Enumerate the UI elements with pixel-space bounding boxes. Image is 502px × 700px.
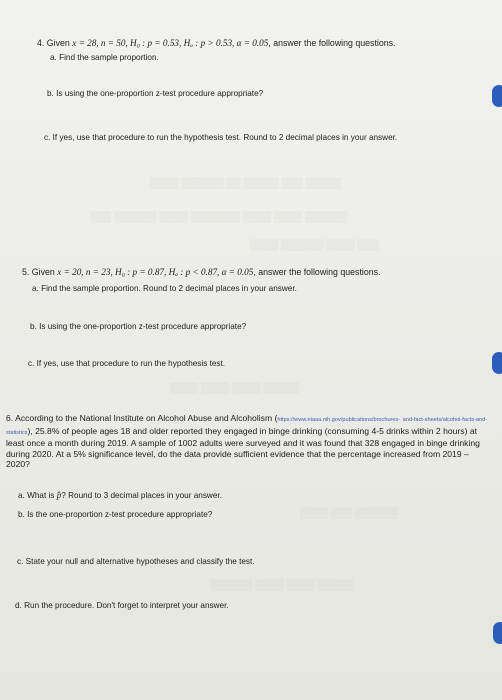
given-values: x = 28, n = 50, H₀ : p = 0.53, Hₐ : p > 0.53, α = 0.05 [72, 38, 269, 48]
question-5b: b. Is using the one-proportion z-test procedure appropriate? [30, 322, 247, 331]
question-6a-suffix: ? Round to 3 decimal places in your answer. [61, 491, 222, 500]
question-6a [18, 490, 222, 501]
given-label: Given [46, 38, 70, 48]
question-number: 5. [22, 267, 30, 277]
source-link-part-2[interactable]: and-fact-sheets/alcohol-facts-and-statistics [6, 417, 488, 436]
question-6-prompt [6, 413, 492, 470]
given-values: x = 20, n = 23, H₀ : p = 0.87, Hₐ : p < 0.87, α = 0.05 [57, 267, 254, 277]
given-instruction: , answer the following questions. [268, 38, 396, 48]
bleed-through-text: ▒▒▒▒ ▒▒▒▒▒▒ ▒▒▒▒ ▒▒▒ [250, 240, 379, 251]
question-5c: c. If yes, use that procedure to run the hypothesis test. [28, 359, 226, 368]
question-4c: c. If yes, use that procedure to run the hypothesis test. Round to 2 decimal places in your answer. [44, 133, 398, 142]
bleed-through-text: ▒▒▒ ▒▒▒▒▒▒ ▒▒▒▒ ▒▒▒▒▒▒▒ ▒▒▒▒ ▒▒▒▒ ▒▒▒▒▒▒ [90, 212, 348, 223]
question-number: 6. [6, 413, 14, 423]
question-4-given [37, 38, 395, 49]
question-6b: b. Is the one-proportion z-test procedure appropriate? [18, 510, 213, 519]
given-instruction: , answer the following questions. [253, 267, 381, 277]
question-6-body: ), 25.8% of people ages 18 and older reported they engaged in binge drinking (consuming 4-5 drinks within 2 hours) at least once a month during 2019. A sample of 1002 adults were surveyed and it was found that 328 engaged in binge drinking during 2020. At a 5% significance level, do the data provide sufficient evidence that the percentage increased from 2019 – 2020? [6, 425, 480, 470]
question-6c: c. State your null and alternative hypotheses and classify the test. [17, 557, 255, 566]
question-4a: a. Find the sample proportion. [50, 53, 159, 62]
source-link-part-1[interactable]: https://www.niaaa.nih.gov/publications/brochures- [277, 417, 401, 423]
question-6a-prefix: a. What is [18, 491, 55, 500]
bleed-through-text: ▒▒▒▒▒▒ ▒▒▒▒ ▒▒▒▒ ▒▒▒▒▒ [210, 580, 353, 591]
question-number: 4. [37, 38, 45, 48]
question-5-given [22, 267, 380, 278]
question-5a: a. Find the sample proportion. Round to 2 decimal places in your answer. [32, 284, 297, 293]
given-label: Given [31, 267, 55, 277]
p-hat-symbol: p̂ [56, 490, 62, 500]
right-edge-marker [493, 622, 502, 644]
right-edge-marker [492, 85, 502, 107]
question-6d: d. Run the procedure. Don't forget to interpret your answer. [15, 601, 229, 610]
bleed-through-text: ▒▒▒▒ ▒▒▒▒ ▒▒▒▒ ▒▒▒▒▒ [170, 383, 299, 394]
question-4b: b. Is using the one-proportion z-test procedure appropriate? [47, 89, 264, 98]
bleed-through-text: ▒▒▒▒ ▒▒▒ ▒▒▒▒▒▒ [300, 508, 398, 519]
question-6-intro: According to the National Institute on Alcohol Abuse and Alcoholism ( [15, 413, 278, 423]
bleed-through-text: ▒▒▒▒ ▒▒▒▒▒▒ ▒▒ ▒▒▒▒▒ ▒▒▒ ▒▒▒▒▒ [150, 178, 342, 189]
right-edge-marker [492, 352, 502, 374]
